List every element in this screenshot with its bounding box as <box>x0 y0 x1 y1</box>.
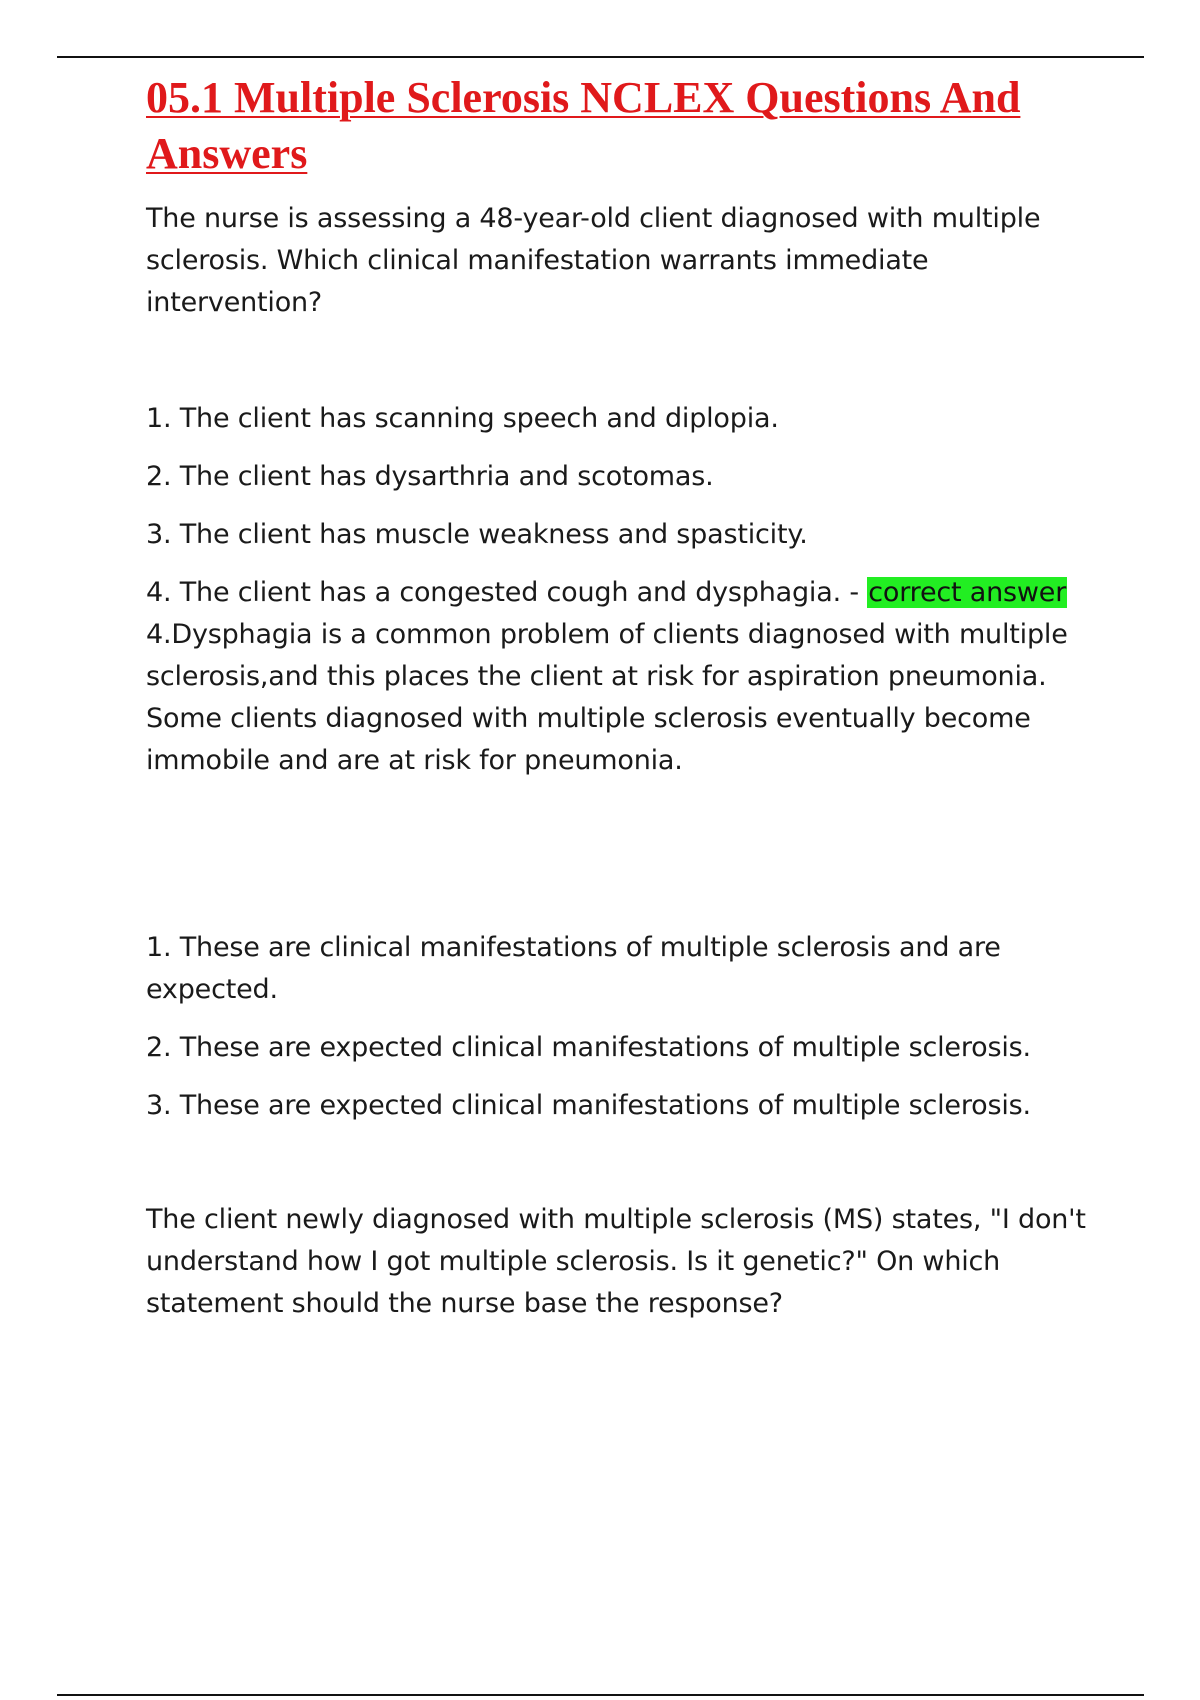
option-3: 3. The client has muscle weakness and spasticity. <box>146 519 808 550</box>
correct-answer-highlight: correct answer <box>868 577 1067 608</box>
question-1-options <box>146 398 1096 614</box>
rationale-2: 2. These are expected clinical manifestations of multiple sclerosis. <box>146 1032 1031 1063</box>
rationale-list <box>146 927 1096 1127</box>
option-2: 2. The client has dysarthria and scotomas. <box>146 461 714 492</box>
option-4 <box>146 572 1096 614</box>
page-title: 05.1 Multiple Sclerosis NCLEX Questions And Answers <box>146 73 1021 178</box>
rationale-1: 1. These are clinical manifestations of multiple sclerosis and are expected. <box>146 932 1001 1005</box>
bottom-rule <box>57 1694 1144 1696</box>
question-1-stem: The nurse is assessing a 48-year-old client diagnosed with multiple sclerosis. Which clinical manifestation warrants immediate intervention? <box>146 203 1041 318</box>
rationale-3: 3. These are expected clinical manifestations of multiple sclerosis. <box>146 1090 1031 1121</box>
question-2-stem: The client newly diagnosed with multiple sclerosis (MS) states, "I don't understand how I got multiple sclerosis. Is it genetic?" On which statement should the nurse base the response? <box>146 1204 1086 1319</box>
document-body <box>146 70 1096 1325</box>
answer-explanation: 4.Dysphagia is a common problem of clients diagnosed with multiple sclerosis,and this places the client at risk for aspiration pneumonia. Some clients diagnosed with multiple sclerosis eventually become immobile and are at risk for pneumonia. <box>146 619 1068 776</box>
option-4-text: 4. The client has a congested cough and dysphagia. - <box>146 577 868 608</box>
option-1: 1. The client has scanning speech and diplopia. <box>146 403 779 434</box>
top-rule <box>57 56 1144 58</box>
